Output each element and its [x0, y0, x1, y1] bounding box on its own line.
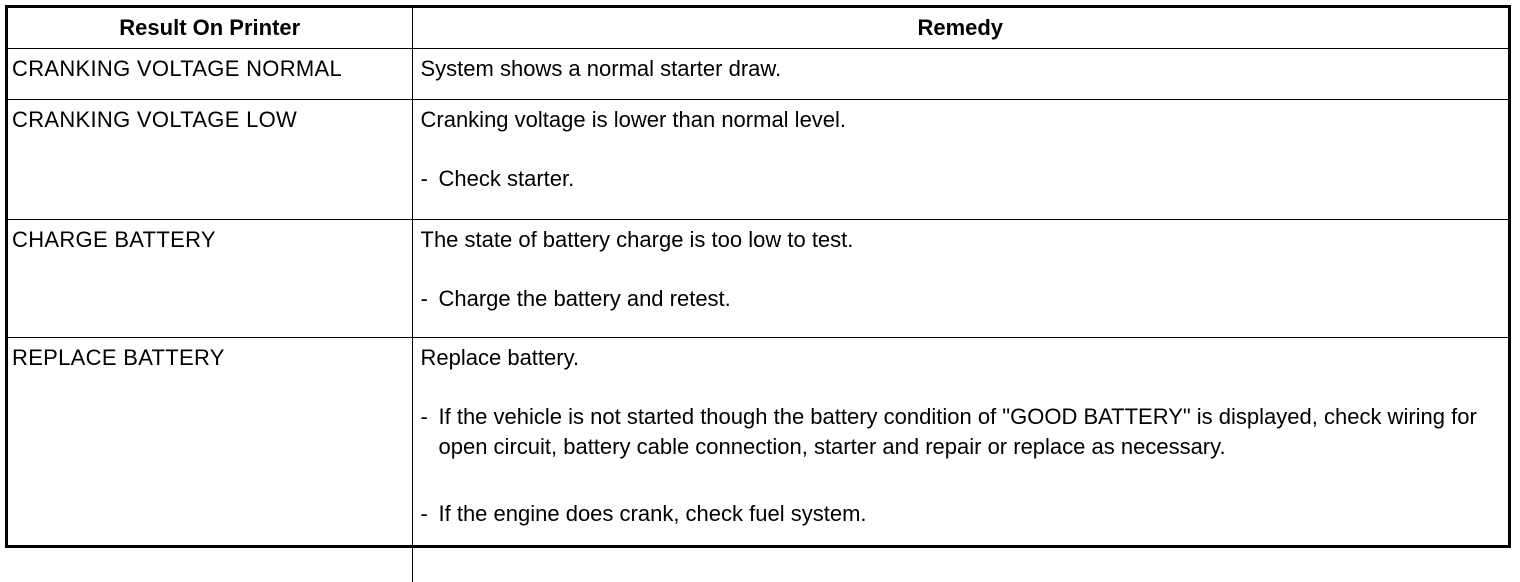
remedy-bullet [421, 499, 1501, 529]
table-row [8, 100, 1508, 220]
remedy-text: System shows a normal starter draw. [421, 54, 1501, 84]
result-cell: REPLACE BATTERY [8, 338, 412, 582]
bullet-dash: - [421, 402, 439, 462]
battery-test-results-table [8, 8, 1508, 582]
remedy-bullet [421, 284, 1501, 314]
bullet-text: Charge the battery and retest. [439, 284, 1501, 314]
bullet-text: If the vehicle is not started though the battery condition of "GOOD BATTERY" is displayed, check wiring for open circuit, battery cable connection, starter and repair or replace as necessary. [439, 402, 1501, 462]
remedy-text: Replace battery. [421, 343, 1501, 373]
bullet-text: If the engine does crank, check fuel system. [439, 499, 1501, 529]
remedy-text: The state of battery charge is too low to test. [421, 225, 1501, 255]
remedy-cell [412, 100, 1508, 220]
bullet-dash: - [421, 284, 439, 314]
bullet-dash: - [421, 164, 439, 194]
result-cell: CRANKING VOLTAGE NORMAL [8, 49, 412, 100]
result-cell: CHARGE BATTERY [8, 220, 412, 338]
remedy-bullet [421, 164, 1501, 194]
remedy-cell [412, 220, 1508, 338]
header-remedy: Remedy [412, 8, 1508, 49]
table-row [8, 220, 1508, 338]
remedy-cell [412, 338, 1508, 582]
bullet-text: Check starter. [439, 164, 1501, 194]
remedy-text: Cranking voltage is lower than normal level. [421, 105, 1501, 135]
table-row [8, 338, 1508, 582]
table-header-row [8, 8, 1508, 49]
battery-test-results-table-frame [5, 5, 1511, 548]
table-row [8, 49, 1508, 100]
bullet-dash: - [421, 499, 439, 529]
header-result-on-printer: Result On Printer [8, 8, 412, 49]
remedy-cell [412, 49, 1508, 100]
remedy-bullet [421, 402, 1501, 462]
result-cell: CRANKING VOLTAGE LOW [8, 100, 412, 220]
